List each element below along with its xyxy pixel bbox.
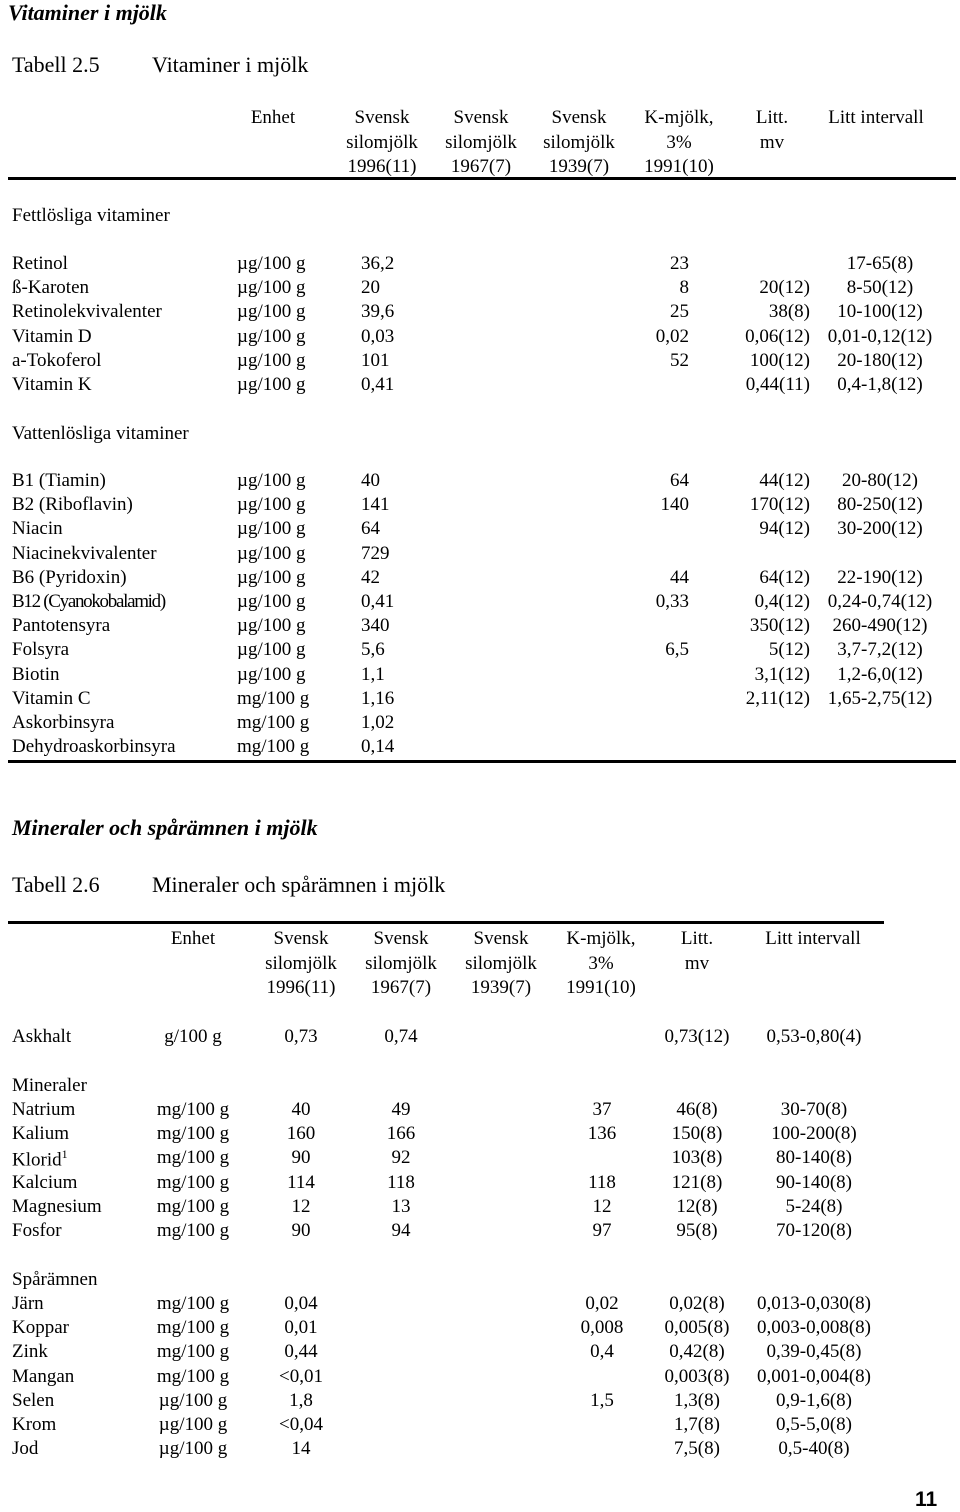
table-cell: 90 — [291, 1220, 311, 1241]
table-cell: µg/100 g — [237, 566, 306, 588]
table-cell: 90-140(8) — [776, 1171, 852, 1193]
table-cell: 0,4(12) — [754, 591, 810, 612]
column-header: 1991(10) — [566, 977, 636, 998]
column-header: K-mjölk, — [644, 107, 714, 128]
row-label: Klorid$^1$ — [12, 1147, 68, 1171]
row-label: Retinolekvivalenter — [12, 301, 162, 323]
column-header: K-mjölk, — [566, 928, 636, 949]
table-cell: mg/100 g — [156, 1365, 230, 1387]
table-cell: 3,1(12) — [754, 663, 810, 685]
row-label: Natrium — [12, 1099, 76, 1120]
row-label: Pantotensyra — [12, 615, 111, 637]
row-label: Magnesium — [12, 1195, 102, 1217]
row-label: Selen — [12, 1389, 55, 1411]
column-header: 1991(10) — [644, 156, 714, 177]
row-label: B6 (Pyridoxin) — [12, 566, 127, 588]
table2-label: Tabell 2.6 — [12, 872, 100, 897]
table-cell: 39,6 — [361, 301, 395, 323]
table-cell: 37 — [592, 1099, 612, 1120]
table-cell: 100-200(8) — [771, 1123, 857, 1145]
table-cell: 8-50(12) — [846, 277, 914, 299]
table-cell: 10-100(12) — [837, 301, 923, 323]
table-cell: µg/100 g — [237, 615, 306, 637]
table-cell: 0,41 — [361, 374, 395, 395]
table-cell: 260-490(12) — [832, 615, 928, 637]
table-cell: 64 — [361, 518, 380, 540]
table-cell: 1,1 — [361, 663, 385, 685]
column-header: 1967(7) — [370, 977, 432, 998]
table2-group-minerals: Mineraler — [12, 1075, 87, 1096]
table-cell: 0,008 — [580, 1317, 624, 1339]
table-cell: mg/100 g — [156, 1293, 230, 1314]
column-header: Litt. — [755, 107, 789, 128]
table-cell: 0,14 — [361, 736, 395, 758]
table-cell: 40 — [361, 470, 380, 491]
table-cell: 136 — [587, 1123, 617, 1145]
table-cell: 0,41 — [361, 591, 395, 612]
row-label: B2 (Riboflavin) — [12, 494, 133, 516]
table-cell: 12(8) — [676, 1195, 718, 1217]
table-cell: mg/100 g — [156, 1099, 230, 1120]
section-heading-minerals: Mineraler och spårämnen i mjölk — [12, 815, 318, 840]
row-label: Koppar — [12, 1317, 69, 1339]
table-cell: 0,5-5,0(8) — [776, 1414, 852, 1435]
column-header: Svensk — [273, 928, 329, 949]
table-cell: 0,02(8) — [669, 1293, 725, 1314]
column-header: Svensk — [354, 107, 410, 128]
column-header: 1939(7) — [548, 156, 610, 177]
table-cell: 0,44(11) — [745, 374, 810, 395]
table-cell: mg/100 g — [237, 736, 310, 758]
table-cell: µg/100 g — [237, 639, 306, 661]
table-cell: 0,04 — [284, 1293, 318, 1314]
table-cell: µg/100 g — [158, 1414, 228, 1435]
table-cell: 0,003-0,008(8) — [757, 1317, 871, 1339]
table-cell: mg/100 g — [156, 1171, 230, 1193]
row-label: Vitamin D — [12, 325, 92, 347]
table-cell: mg/100 g — [156, 1317, 230, 1339]
table-cell: 1,8 — [289, 1389, 313, 1411]
table1-bottom-rule — [8, 760, 956, 763]
table-cell: 101 — [361, 349, 390, 371]
table-cell: 12 — [592, 1195, 612, 1217]
table-cell: 0,06(12) — [745, 325, 810, 347]
table-cell: 2,11(12) — [745, 687, 810, 709]
table-cell: 0,44 — [284, 1341, 318, 1363]
footnote-marker: 1 — [61, 1147, 68, 1162]
table-cell: 0,4 — [590, 1341, 614, 1363]
table-cell: <0,04 — [279, 1414, 323, 1435]
table2-group-trace-elements: Spårämnen — [12, 1269, 98, 1290]
row-label: Niacinekvivalenter — [12, 542, 157, 564]
table-cell: 0,73 — [284, 1026, 318, 1047]
table-cell: 20 — [361, 277, 380, 299]
table-cell: g/100 g — [164, 1026, 222, 1047]
table-cell: µg/100 g — [237, 374, 306, 395]
table-cell: µg/100 g — [237, 494, 306, 516]
table-cell: 340 — [361, 615, 390, 637]
table-cell: mg/100 g — [237, 687, 310, 709]
table-cell: 97 — [592, 1220, 612, 1241]
column-header: silomjölk — [465, 952, 537, 974]
table-cell: µg/100 g — [237, 277, 306, 299]
table-cell: 46(8) — [676, 1099, 718, 1120]
column-header: Svensk — [473, 928, 529, 949]
table-cell: 94(12) — [759, 518, 810, 540]
table-cell: 3,7-7,2(12) — [837, 639, 923, 661]
row-label: B12 (Cyanokobalamid) — [12, 591, 165, 612]
table-cell: 0,39-0,45(8) — [766, 1341, 862, 1363]
table-cell: 52 — [670, 349, 689, 371]
table-cell: 25 — [670, 301, 689, 323]
column-header: mv — [759, 131, 785, 153]
table-cell: 350(12) — [749, 615, 810, 637]
table-cell: 80-250(12) — [837, 494, 923, 516]
table-cell: 729 — [361, 542, 390, 564]
table-cell: 0,02 — [585, 1293, 619, 1314]
table-cell: 150(8) — [671, 1123, 723, 1145]
table-cell: mg/100 g — [156, 1123, 230, 1145]
table-cell: 0,42(8) — [669, 1341, 725, 1363]
table-cell: 166 — [386, 1123, 416, 1145]
table-cell: µg/100 g — [237, 470, 306, 491]
table-cell: 103(8) — [671, 1147, 723, 1169]
table-cell: 95(8) — [676, 1220, 718, 1241]
table-cell: 23 — [670, 253, 689, 274]
row-label: Retinol — [12, 253, 68, 274]
table-cell: 0,24-0,74(12) — [827, 591, 933, 612]
table-cell: µg/100 g — [237, 542, 306, 564]
section-heading-vitamins: Vitaminer i mjölk — [8, 0, 167, 25]
table-cell: µg/100 g — [237, 301, 306, 323]
table-cell: 0,9-1,6(8) — [776, 1389, 852, 1411]
table-cell: µg/100 g — [237, 591, 306, 612]
table-cell: 20-80(12) — [842, 470, 918, 491]
column-header: silomjölk — [365, 952, 437, 974]
row-label: Jod — [12, 1438, 39, 1460]
table2-top-rule — [8, 921, 884, 924]
table-cell: 36,2 — [361, 253, 395, 274]
table-cell: 160 — [286, 1123, 316, 1145]
column-header: silomjölk — [265, 952, 337, 974]
table-cell: 100(12) — [749, 349, 810, 371]
row-label: Kalium — [12, 1123, 69, 1145]
table-cell: 0,33 — [655, 591, 689, 612]
table2-title: Mineraler och spårämnen i mjölk — [152, 872, 446, 897]
table-cell: 0,53-0,80(4) — [766, 1026, 862, 1047]
column-header: silomjölk — [445, 131, 517, 153]
table-cell: 13 — [391, 1195, 411, 1217]
table-cell: 20-180(12) — [837, 349, 923, 371]
table-cell: 0,03 — [361, 325, 395, 347]
table-cell: µg/100 g — [158, 1389, 228, 1411]
row-label: Kalcium — [12, 1171, 78, 1193]
row-label: Niacin — [12, 518, 63, 540]
row-label: Biotin — [12, 663, 60, 685]
table-cell: 5-24(8) — [785, 1195, 843, 1217]
row-label: Folsyra — [12, 639, 69, 661]
table1-group-fat-soluble: Fettlösliga vitaminer — [12, 205, 170, 226]
table-cell: 1,16 — [361, 687, 395, 709]
table-cell: 0,01 — [284, 1317, 318, 1339]
table-cell: 42 — [361, 566, 380, 588]
table-cell: mg/100 g — [156, 1341, 230, 1363]
table-cell: 0,73(12) — [664, 1026, 730, 1047]
table-cell: 170(12) — [749, 494, 810, 516]
table-cell: mg/100 g — [156, 1220, 230, 1241]
table-cell: 0,003(8) — [664, 1365, 730, 1387]
column-header: 1939(7) — [470, 977, 532, 998]
row-label: Vitamin C — [12, 687, 91, 709]
table-cell: 94 — [391, 1220, 411, 1241]
table-cell: 38(8) — [768, 301, 810, 323]
table-cell: 141 — [361, 494, 390, 516]
table-cell: 1,7(8) — [674, 1414, 720, 1435]
row-label: Askorbinsyra — [12, 712, 115, 733]
table-cell: <0,01 — [279, 1365, 323, 1387]
table-cell: mg/100 g — [237, 712, 310, 733]
column-header: 3% — [666, 131, 692, 153]
row-label: ß-Karoten — [12, 277, 90, 299]
row-label: Järn — [12, 1293, 44, 1314]
table-cell: 140 — [660, 494, 689, 516]
table-cell: 0,01-0,12(12) — [827, 325, 933, 347]
table-cell: 20(12) — [759, 277, 810, 299]
table1-label: Tabell 2.5 — [12, 52, 100, 77]
column-header: 1996(11) — [347, 156, 417, 177]
table-cell: 5(12) — [768, 639, 810, 661]
table-cell: 90 — [291, 1147, 311, 1169]
table-cell: 1,65-2,75(12) — [827, 687, 933, 709]
table-cell: 1,2-6,0(12) — [837, 663, 923, 685]
column-header: silomjölk — [543, 131, 615, 153]
table-cell: 0,4-1,8(12) — [837, 374, 923, 395]
table-cell: 64 — [670, 470, 689, 491]
table-cell: 0,005(8) — [664, 1317, 730, 1339]
table-cell: 121(8) — [671, 1171, 723, 1193]
table-cell: 1,02 — [361, 712, 395, 733]
column-header: Enhet — [250, 107, 296, 128]
column-header: Litt intervall — [765, 928, 861, 949]
row-label: Askhalt — [12, 1026, 72, 1047]
table-cell: 0,013-0,030(8) — [757, 1293, 871, 1314]
row-label: a-Tokoferol — [12, 349, 102, 371]
column-header: Litt. — [680, 928, 714, 949]
row-label: Dehydroaskorbinsyra — [12, 736, 176, 758]
table-cell: 5,6 — [361, 639, 385, 661]
table1-group-water-soluble: Vattenlösliga vitaminer — [12, 423, 189, 444]
table-cell: 70-120(8) — [776, 1220, 852, 1241]
table-cell: 118 — [588, 1171, 616, 1193]
table-cell: µg/100 g — [237, 349, 306, 371]
table-cell: µg/100 g — [237, 518, 306, 540]
table-cell: 30-70(8) — [780, 1099, 848, 1120]
table-cell: 8 — [679, 277, 689, 299]
table1-header-rule — [8, 177, 956, 180]
column-header: Svensk — [453, 107, 509, 128]
table-cell: 30-200(12) — [837, 518, 923, 540]
table-cell: 14 — [291, 1438, 311, 1460]
row-label: Vitamin K — [12, 374, 92, 395]
table-cell: 1,3(8) — [674, 1389, 720, 1411]
table-cell: 64(12) — [759, 566, 810, 588]
table-cell: 17-65(8) — [846, 253, 914, 274]
table-cell: 7,5(8) — [674, 1438, 720, 1460]
table-cell: 0,02 — [655, 325, 689, 347]
page-number: 11 — [915, 1488, 938, 1511]
column-header: Litt intervall — [828, 107, 924, 128]
table-cell: 0,001-0,004(8) — [757, 1365, 871, 1387]
table-cell: 80-140(8) — [776, 1147, 852, 1169]
table-cell: mg/100 g — [156, 1195, 230, 1217]
table-cell: 40 — [291, 1099, 311, 1120]
table-cell: µg/100 g — [237, 253, 306, 274]
table-cell: µg/100 g — [237, 663, 306, 685]
table-cell: µg/100 g — [237, 325, 306, 347]
table-cell: 44 — [670, 566, 689, 588]
column-header: Enhet — [170, 928, 216, 949]
table-cell: 118 — [387, 1171, 415, 1193]
row-label: B1 (Tiamin) — [12, 470, 106, 491]
column-header: 1996(11) — [266, 977, 336, 998]
table-cell: µg/100 g — [158, 1438, 228, 1460]
column-header: 3% — [588, 952, 614, 974]
table-cell: 114 — [287, 1171, 315, 1193]
table-cell: 44(12) — [759, 470, 810, 491]
table-cell: 12 — [291, 1195, 311, 1217]
table-cell: 1,5 — [590, 1389, 614, 1411]
column-header: Svensk — [551, 107, 607, 128]
column-header: Svensk — [373, 928, 429, 949]
column-header: silomjölk — [346, 131, 418, 153]
table-cell: mg/100 g — [156, 1147, 230, 1169]
column-header: 1967(7) — [450, 156, 512, 177]
table-cell: 22-190(12) — [837, 566, 923, 588]
row-label: Zink — [12, 1341, 48, 1363]
column-header: mv — [684, 952, 710, 974]
table1-title: Vitaminer i mjölk — [152, 52, 309, 77]
row-label: Krom — [12, 1414, 57, 1435]
table-cell: 49 — [391, 1099, 411, 1120]
table-cell: 0,74 — [384, 1026, 418, 1047]
row-label: Fosfor — [12, 1220, 62, 1241]
table-cell: 0,5-40(8) — [778, 1438, 850, 1460]
table-cell: 6,5 — [665, 639, 689, 661]
row-label: Mangan — [12, 1365, 75, 1387]
table-cell: 92 — [391, 1147, 411, 1169]
